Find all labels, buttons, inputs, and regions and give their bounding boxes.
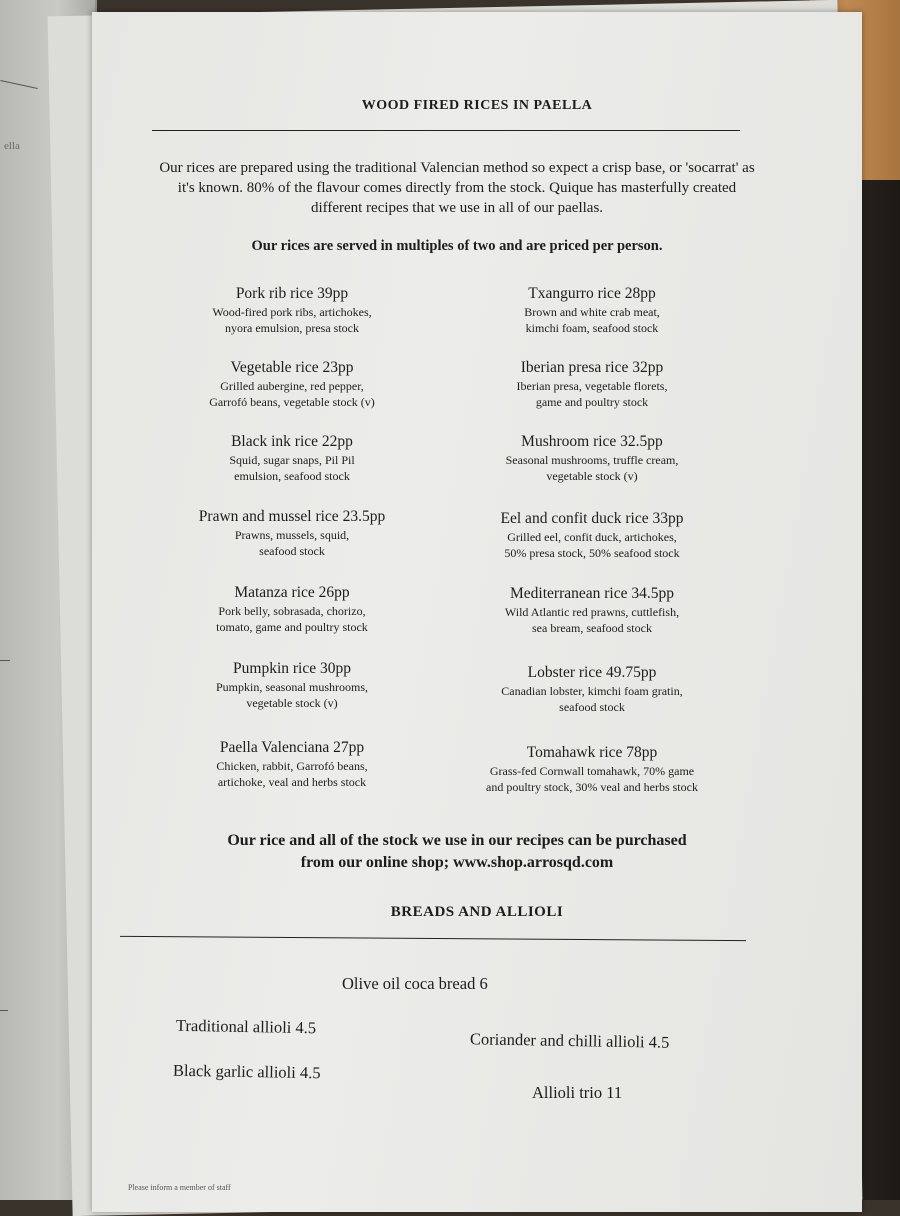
- item-name: Iberian presa rice 32pp: [520, 359, 664, 376]
- item-desc: tomato, game and poultry stock: [216, 620, 368, 634]
- menu-page: [92, 12, 862, 1212]
- item-desc: Pumpkin, seasonal mushrooms,: [216, 680, 368, 694]
- item-name: Tomahawk rice 78pp: [526, 744, 658, 761]
- allioli-item: Allioli trio 11: [532, 1083, 623, 1102]
- allioli-item: Coriander and chilli allioli 4.5: [469, 1029, 670, 1052]
- item-desc: and poultry stock, 30% veal and herbs stock: [486, 780, 698, 794]
- intro-paragraph: Our rices are prepared using the traditional Valencian method so expect a crisp base, or 'socarrat' as it's known. 80% of the flavour comes directly from the stock. Quique has masterfully created different recipes that we use in all of our paellas.: [159, 160, 755, 216]
- breads-section-title: BREADS AND ALLIOLI: [390, 904, 564, 920]
- title-divider: [152, 130, 740, 131]
- shop-note: [152, 830, 762, 874]
- left-page-rule: [0, 80, 37, 89]
- menu-item: [147, 738, 437, 790]
- rices-section-title: WOOD FIRED RICES IN PAELLA: [361, 98, 593, 113]
- item-desc: Grass-fed Cornwall tomahawk, 70% game: [489, 764, 695, 778]
- item-desc: Grilled aubergine, red pepper,: [220, 379, 364, 393]
- menu-item: [447, 663, 737, 715]
- menu-item: [147, 432, 437, 484]
- item-desc: vegetable stock (v): [546, 469, 638, 483]
- menu-item: [147, 284, 437, 336]
- item-desc: seafood stock: [259, 544, 325, 558]
- item-name: Prawn and mussel rice 23.5pp: [198, 508, 386, 525]
- item-desc: Seasonal mushrooms, truffle cream,: [505, 453, 679, 467]
- item-desc: vegetable stock (v): [246, 696, 338, 710]
- breads-divider: [120, 936, 746, 941]
- item-name: Matanza rice 26pp: [234, 584, 350, 601]
- allioli-item: Traditional allioli 4.5: [175, 1015, 317, 1038]
- shop-note-line: Our rice and all of the stock we use in our recipes can be purchased: [227, 832, 687, 849]
- menu-item: [147, 659, 437, 711]
- item-desc: kimchi foam, seafood stock: [525, 321, 659, 335]
- item-desc: Garrofó beans, vegetable stock (v): [209, 395, 375, 409]
- allergy-footnote: Please inform a member of staff: [128, 1183, 231, 1192]
- left-page-rule: [0, 660, 10, 661]
- menu-item: [447, 509, 737, 561]
- menu-item: [447, 743, 737, 795]
- item-name: Mediterranean rice 34.5pp: [510, 585, 674, 602]
- item-desc: Pork belly, sobrasada, chorizo,: [218, 604, 366, 618]
- item-desc: seafood stock: [559, 700, 625, 714]
- item-desc: Wood-fired pork ribs, artichokes,: [212, 305, 372, 319]
- menu-item: [147, 583, 437, 635]
- item-desc: Chicken, rabbit, Garrofó beans,: [216, 759, 368, 773]
- serving-note: Our rices are served in multiples of two and are priced per person.: [251, 238, 663, 254]
- menu-item: [447, 432, 737, 484]
- menu-item: [447, 284, 737, 336]
- item-desc: 50% presa stock, 50% seafood stock: [504, 546, 680, 560]
- left-page-fragment: ella: [4, 140, 20, 152]
- item-name: Vegetable rice 23pp: [230, 359, 354, 376]
- item-desc: Iberian presa, vegetable florets,: [516, 379, 668, 393]
- item-desc: game and poultry stock: [535, 395, 649, 409]
- menu-item: [147, 358, 437, 410]
- item-desc: Grilled eel, confit duck, artichokes,: [507, 530, 677, 544]
- menu-item: [447, 358, 737, 410]
- item-desc: artichoke, veal and herbs stock: [217, 775, 367, 789]
- item-name: Pork rib rice 39pp: [235, 285, 349, 302]
- item-name: Lobster rice 49.75pp: [527, 664, 657, 681]
- item-name: Eel and confit duck rice 33pp: [500, 510, 684, 527]
- shop-note-line: from our online shop; www.shop.arrosqd.com: [300, 854, 614, 871]
- left-page-rule: [0, 1010, 8, 1011]
- item-desc: Wild Atlantic red prawns, cuttlefish,: [504, 605, 680, 619]
- item-desc: Canadian lobster, kimchi foam gratin,: [501, 684, 683, 698]
- item-name: Mushroom rice 32.5pp: [521, 433, 663, 450]
- item-desc: sea bream, seafood stock: [532, 621, 652, 635]
- menu-item: [447, 584, 737, 636]
- item-desc: nyora emulsion, presa stock: [225, 321, 359, 335]
- menu-item: [147, 507, 437, 559]
- bread-item: Olive oil coca bread 6: [342, 974, 488, 993]
- item-desc: emulsion, seafood stock: [234, 469, 350, 483]
- item-desc: Prawns, mussels, squid,: [234, 528, 350, 542]
- item-name: Pumpkin rice 30pp: [233, 660, 351, 677]
- item-name: Txangurro rice 28pp: [528, 285, 656, 302]
- item-name: Paella Valenciana 27pp: [219, 739, 365, 756]
- item-desc: Squid, sugar snaps, Pil Pil: [229, 453, 355, 467]
- item-desc: Brown and white crab meat,: [524, 305, 660, 319]
- item-name: Black ink rice 22pp: [231, 433, 353, 450]
- allioli-item: Black garlic allioli 4.5: [172, 1060, 321, 1083]
